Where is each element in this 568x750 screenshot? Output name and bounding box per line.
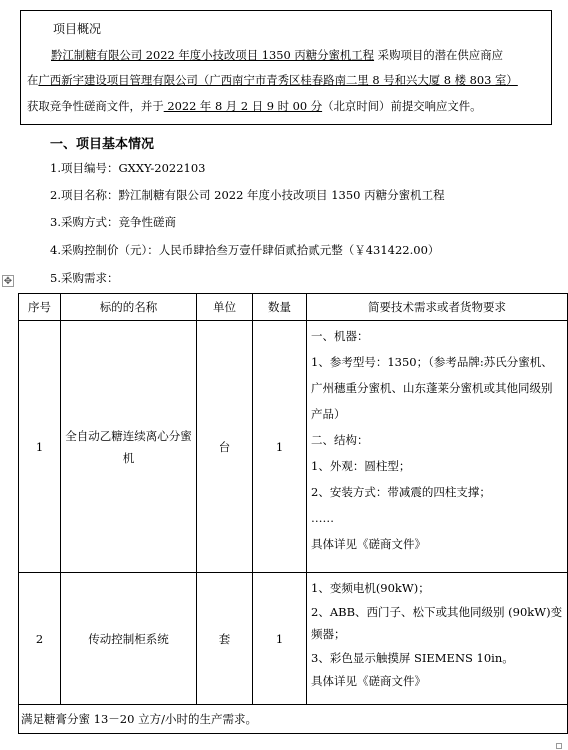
row-name: 全自动乙糖连续离心分蜜机 <box>61 321 197 573</box>
row-no: 1 <box>19 321 61 573</box>
header-requirements: 简要技术需求或者货物要求 <box>307 294 568 321</box>
row-unit: 套 <box>197 573 253 705</box>
header-no: 序号 <box>19 294 61 321</box>
header-unit: 单位 <box>197 294 253 321</box>
row-unit: 台 <box>197 321 253 573</box>
info-requirements-label: 5.采购需求： <box>50 271 119 285</box>
table-row <box>19 573 568 705</box>
project-overview-box <box>20 10 552 125</box>
info-control-price: 4.采购控制价（元）：人民币肆拾叁万壹仟肆佰贰拾贰元整（￥431422.00） <box>50 243 440 257</box>
header-qty: 数量 <box>253 294 307 321</box>
table-footer-row <box>19 705 568 734</box>
overview-deadline: 2022 年 8 月 2 日 9 时 00 分 <box>163 99 323 113</box>
table-row <box>19 321 568 573</box>
overview-project-name: 黔江制糖有限公司 2022 年度小技改项目 1350 丙糖分蜜机工程 <box>51 48 375 62</box>
overview-line-3: 获取竞争性磋商文件，并于 2022 年 8 月 2 日 9 时 00 分（北京时间）前提交响应文件。 <box>27 99 482 113</box>
table-header-row <box>19 294 568 321</box>
info-procurement-method: 3.采购方式：竞争性磋商 <box>50 215 176 229</box>
section-title: 一、项目基本情况 <box>50 137 155 152</box>
header-name: 标的的名称 <box>61 294 197 321</box>
table-move-handle-icon[interactable]: ✥ <box>3 276 13 287</box>
overview-heading: 项目概况 <box>53 22 102 36</box>
overview-line-1: 黔江制糖有限公司 2022 年度小技改项目 1350 丙糖分蜜机工程 采购项目的潜在供应商应 <box>51 48 503 62</box>
row-name: 传动控制柜系统 <box>61 573 197 705</box>
info-project-name: 2.项目名称：黔江制糖有限公司 2022 年度小技改项目 1350 丙糖分蜜机工程 <box>50 188 445 202</box>
row-qty: 1 <box>253 573 307 705</box>
row-qty: 1 <box>253 321 307 573</box>
table-resize-handle[interactable] <box>556 743 562 749</box>
footer-note: 满足糖膏分蜜 13－20 立方/小时的生产需求。 <box>19 705 568 734</box>
overview-line-2: 在广西新宇建设项目管理有限公司（广西南宁市青秀区桂春路南二里 8 号和兴大厦 8 楼 803 室） <box>27 73 518 87</box>
info-project-number: 1.项目编号：GXXY-2022103 <box>50 161 206 175</box>
row-requirements: 1、变频电机(90kW)； 2、ABB、西门子、松下或其他同级别 (90kW)变频器； 3、彩色显示触摸屏 SIEMENS 10in。 具体详见《磋商文件》 <box>307 573 568 705</box>
overview-agency: 广西新宇建设项目管理有限公司（广西南宁市青秀区桂春路南二里 8 号和兴大厦 8 楼 803 室） <box>38 73 518 87</box>
row-no: 2 <box>19 573 61 705</box>
row-requirements: 一、机器： 1、参考型号：1350；（参考品牌:苏氏分蜜机、广州穗重分蜜机、山东蓬莱分蜜机或其他同级别产品） 二、结构： 1、外观：圆柱型； 2、安装方式：带减震的四柱支撑； …… 具体详见《磋商文件》 <box>307 321 568 573</box>
requirements-table <box>18 293 568 734</box>
